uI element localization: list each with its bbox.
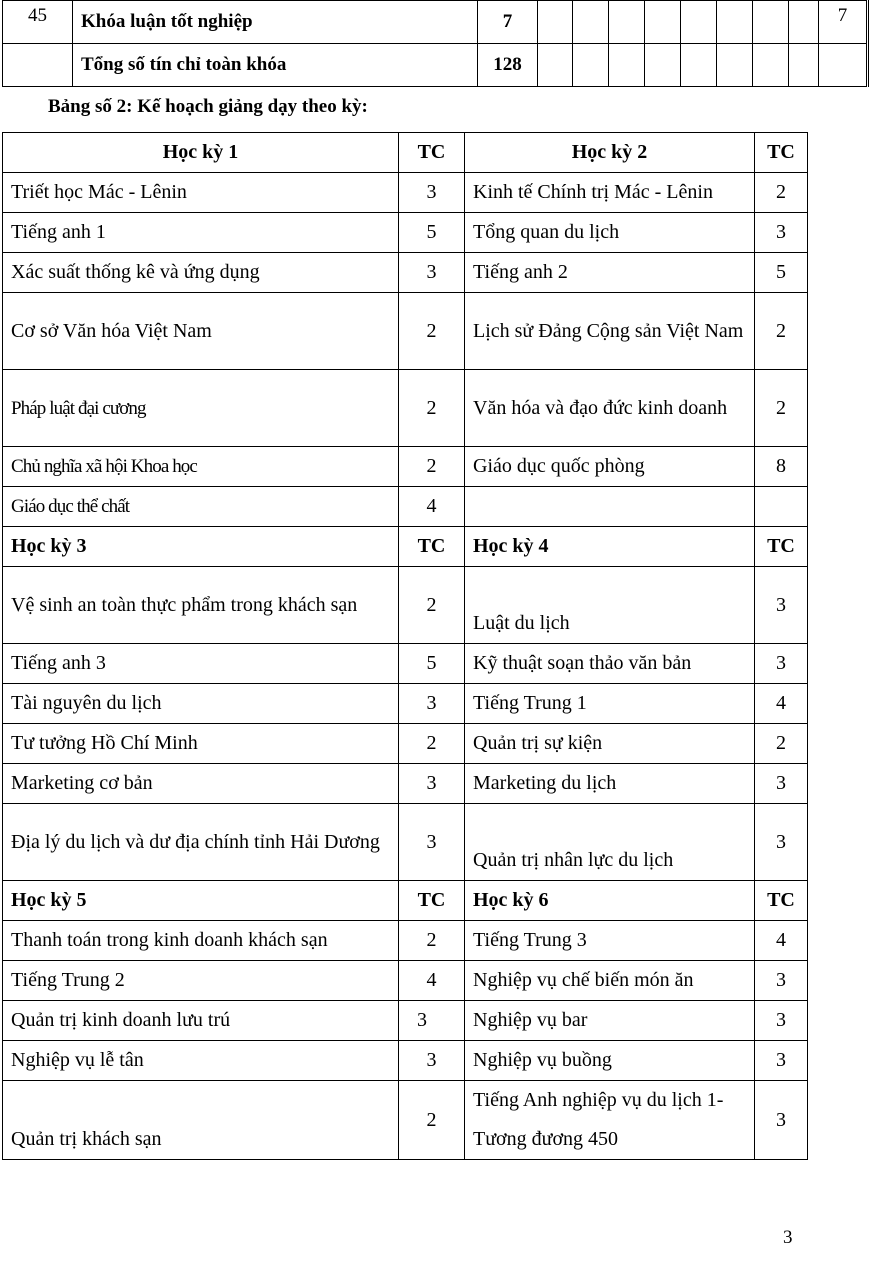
course-credits: 2 [755,173,808,213]
course-name: Tiếng Trung 2 [3,961,399,1001]
semester-header-row [3,527,808,567]
semester-cell [609,44,645,87]
course-credits: 3 [755,567,808,644]
course-credits [755,487,808,527]
table-row [3,961,808,1001]
course-name: Tiếng Trung 3 [465,921,755,961]
course-name: Khóa luận tốt nghiệp [73,1,478,44]
course-credits: 3 [399,253,465,293]
table-row [3,764,808,804]
table-row [3,567,808,644]
total-label: Tổng số tín chỉ toàn khóa [73,44,478,87]
course-credits: 2 [755,370,808,447]
course-credits: 7 [478,1,538,44]
course-name: Nghiệp vụ lễ tân [3,1041,399,1081]
table-row [3,1041,808,1081]
course-credits: 3 [399,1041,465,1081]
course-credits: 2 [755,724,808,764]
table-row [3,213,808,253]
course-summary-table [2,0,869,87]
semester-credits [819,44,868,87]
credits-header: TC [755,133,808,173]
course-name: Luật du lịch [465,567,755,644]
semester-title: Học kỳ 6 [465,881,755,921]
course-credits: 2 [399,1081,465,1160]
semester-cell [538,1,573,44]
course-name: Kỹ thuật soạn thảo văn bản [465,644,755,684]
course-name [465,487,755,527]
course-name: Giáo dục thể chất [3,487,399,527]
course-name: Tiếng Anh nghiệp vụ du lịch 1- Tương đương 450 [465,1081,755,1160]
course-credits: 2 [399,921,465,961]
course-credits: 3 [399,684,465,724]
semester-title: Học kỳ 2 [465,133,755,173]
total-credits: 128 [478,44,538,87]
course-credits: 4 [399,487,465,527]
table-row [3,253,808,293]
course-credits: 5 [399,213,465,253]
course-credits: 3 [399,764,465,804]
course-name: Quản trị khách sạn [3,1081,399,1160]
course-number: 45 [3,1,73,44]
course-credits: 3 [399,804,465,881]
table-row [3,1081,808,1160]
credits-header: TC [399,881,465,921]
course-name: Vệ sinh an toàn thực phẩm trong khách sạn [3,567,399,644]
course-name: Nghiệp vụ chế biến món ăn [465,961,755,1001]
course-name: Quản trị kinh doanh lưu trú [3,1001,399,1041]
semester-cell [681,44,717,87]
course-name: Chủ nghĩa xã hội Khoa học [3,447,399,487]
semester-cell [681,1,717,44]
course-name: Marketing cơ bản [3,764,399,804]
semester-cell [753,44,789,87]
course-credits: 5 [755,253,808,293]
credits-header: TC [399,133,465,173]
course-name: Nghiệp vụ bar [465,1001,755,1041]
table-row [3,1001,808,1041]
semester-title: Học kỳ 3 [3,527,399,567]
course-credits: 3 [755,1041,808,1081]
credits-header: TC [399,527,465,567]
course-number [3,44,73,87]
course-name: Văn hóa và đạo đức kinh doanh [465,370,755,447]
semester-cell [789,44,819,87]
course-name: Tiếng Trung 1 [465,684,755,724]
course-name: Thanh toán trong kinh doanh khách sạn [3,921,399,961]
semester-cell [717,1,753,44]
course-credits: 3 [755,644,808,684]
course-name: Pháp luật đại cương [3,370,399,447]
course-credits: 3 [755,764,808,804]
course-name: Triết học Mác - Lênin [3,173,399,213]
page-number: 3 [783,1227,793,1248]
course-credits: 2 [399,370,465,447]
course-name: Quản trị sự kiện [465,724,755,764]
table-caption: Bảng số 2: Kế hoạch giảng dạy theo kỳ: [48,96,368,117]
course-credits: 3 [399,173,465,213]
course-name: Cơ sở Văn hóa Việt Nam [3,293,399,370]
course-name: Tư tưởng Hồ Chí Minh [3,724,399,764]
course-credits: 4 [755,921,808,961]
course-name: Quản trị nhân lực du lịch [465,804,755,881]
semester-title: Học kỳ 5 [3,881,399,921]
course-credits: 4 [755,684,808,724]
credits-header: TC [755,881,808,921]
course-credits: 2 [399,293,465,370]
course-credits: 3 [755,1081,808,1160]
semester-cell [789,1,819,44]
semester-header-row [3,133,808,173]
course-name: Tài nguyên du lịch [3,684,399,724]
table-row [3,487,808,527]
table-row [3,173,808,213]
semester-cell [717,44,753,87]
course-credits: 3 [755,1001,808,1041]
course-credits: 2 [755,293,808,370]
course-name: Marketing du lịch [465,764,755,804]
table-row [3,1,868,44]
semester-cell [645,1,681,44]
table-row [3,684,808,724]
credits-header: TC [755,527,808,567]
course-name: Xác suất thống kê và ứng dụng [3,253,399,293]
semester-cell [645,44,681,87]
semester-title: Học kỳ 1 [3,133,399,173]
table-row [3,644,808,684]
course-credits: 2 [399,447,465,487]
course-credits: 3 [755,961,808,1001]
table-row [3,724,808,764]
table-row [3,447,808,487]
semester-title: Học kỳ 4 [465,527,755,567]
table-row [3,44,868,87]
course-credits: 5 [399,644,465,684]
semester-credits: 7 [819,1,868,44]
course-credits: 2 [399,724,465,764]
course-name: Tiếng anh 3 [3,644,399,684]
semester-cell [573,1,609,44]
course-credits: 3 [755,804,808,881]
course-name: Địa lý du lịch và dư địa chính tỉnh Hải Dương [3,804,399,881]
semester-cell [573,44,609,87]
semester-header-row [3,881,808,921]
course-name: Kinh tế Chính trị Mác - Lênin [465,173,755,213]
teaching-plan-table [2,132,808,1160]
course-name: Lịch sử Đảng Cộng sản Việt Nam [465,293,755,370]
semester-cell [753,1,789,44]
course-name: Giáo dục quốc phòng [465,447,755,487]
course-credits: 3 [755,213,808,253]
table-row [3,370,808,447]
course-credits: 3 [399,1001,465,1041]
table-row [3,804,808,881]
table-row [3,293,808,370]
course-credits: 8 [755,447,808,487]
course-credits: 4 [399,961,465,1001]
course-credits: 2 [399,567,465,644]
course-name: Nghiệp vụ buồng [465,1041,755,1081]
semester-cell [609,1,645,44]
table-row [3,921,808,961]
course-name: Tổng quan du lịch [465,213,755,253]
semester-cell [538,44,573,87]
course-name: Tiếng anh 1 [3,213,399,253]
course-name: Tiếng anh 2 [465,253,755,293]
